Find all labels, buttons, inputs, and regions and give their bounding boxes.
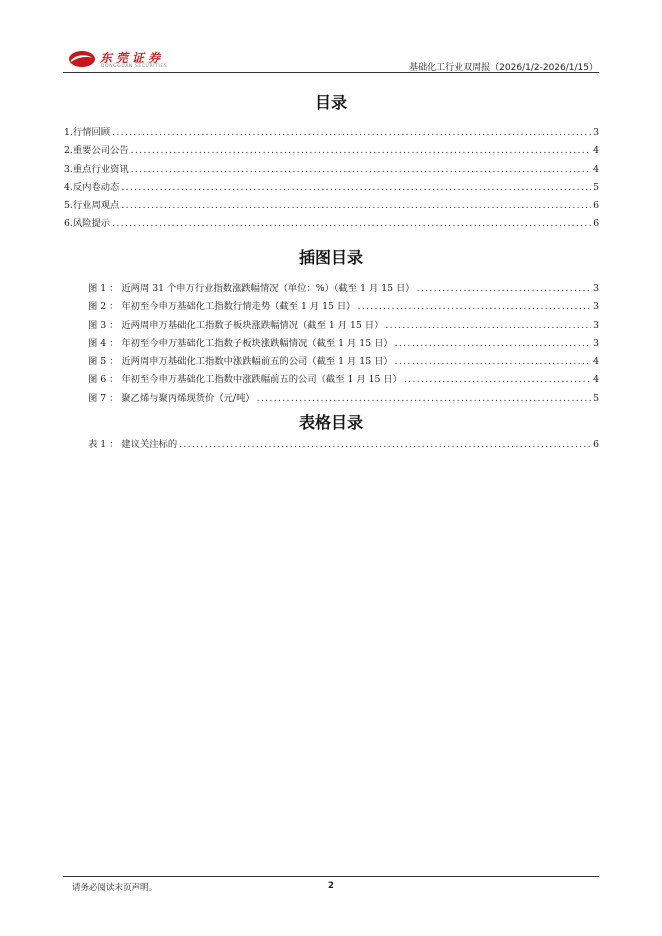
entry-label: 图 7 ： 聚乙烯与聚丙烯现货价（元/吨） [88, 392, 255, 404]
entry-page-number: 4 [593, 145, 599, 157]
entry-label: 图 2 ： 年初至今申万基础化工指数行情走势（截至 1 月 15 日） [88, 301, 356, 313]
entry-label: 2.重要公司公告 [64, 145, 129, 157]
table-entry[interactable] [88, 436, 599, 454]
dot-leader [404, 374, 591, 385]
logo-name: 东莞证券 [100, 51, 165, 65]
entry-page-number: 3 [593, 337, 599, 349]
figures-list [88, 280, 599, 408]
entry-page-number: 4 [593, 163, 599, 175]
footer-divider [63, 876, 599, 877]
entry-label: 6.风险提示 [64, 218, 111, 230]
dot-leader [112, 218, 591, 229]
dot-leader [179, 439, 591, 450]
toc-entry[interactable] [64, 215, 599, 233]
tables-title: 表格目录 [298, 413, 363, 432]
toc-entry[interactable] [64, 142, 599, 160]
dot-leader [112, 127, 591, 138]
entry-label: 图 3 ： 近两周申万基础化工指数子板块涨跌幅情况（截至 1 月 15 日） [88, 319, 384, 331]
dot-leader [395, 356, 591, 367]
entry-page-number: 5 [593, 392, 599, 404]
entry-page-number: 6 [593, 200, 599, 212]
entry-page-number: 6 [593, 439, 599, 450]
toc-list [64, 124, 599, 234]
toc-entry[interactable] [64, 124, 599, 142]
entry-label: 1.行情回顾 [64, 127, 111, 138]
entry-page-number: 5 [593, 181, 599, 193]
toc-entry[interactable] [64, 161, 599, 179]
figure-entry[interactable] [88, 371, 599, 389]
dot-leader [385, 320, 591, 331]
entry-page-number: 6 [593, 218, 599, 230]
dot-leader [395, 338, 591, 349]
dot-leader [131, 145, 591, 156]
dot-leader [121, 182, 591, 193]
figures-title: 插图目录 [298, 248, 363, 267]
entry-label: 图 6 ： 年初至今申万基础化工指数中涨跌幅前五的公司（截至 1 月 15 日） [88, 374, 402, 386]
figure-entry[interactable] [88, 353, 599, 371]
figure-entry[interactable] [88, 335, 599, 353]
dot-leader [417, 283, 591, 294]
toc-entry[interactable] [64, 179, 599, 197]
dot-leader [257, 393, 591, 404]
entry-page-number: 3 [593, 319, 599, 331]
entry-label: 表 1 ： 建议关注标的 [88, 439, 178, 450]
dot-leader [357, 301, 591, 312]
header-divider [63, 72, 599, 73]
tables-list [88, 436, 599, 454]
company-logo [68, 47, 198, 73]
toc-title: 目录 [314, 93, 347, 112]
entry-label: 图 1 ： 近两周 31 个申万行业指数涨跌幅情况（单位：%）（截至 1 月 15 日） [88, 283, 415, 294]
entry-page-number: 4 [593, 356, 599, 368]
entry-label: 5.行业周观点 [64, 200, 120, 212]
figure-entry[interactable] [88, 390, 599, 408]
entry-label: 4.反内卷动态 [64, 181, 120, 193]
entry-page-number: 3 [593, 127, 599, 138]
figure-entry[interactable] [88, 317, 599, 335]
entry-label: 图 5 ： 近两周申万基础化工指数中涨跌幅前五的公司（截至 1 月 15 日） [88, 356, 393, 368]
entry-label: 图 4 ： 年初至今申万基础化工指数子板块涨跌幅情况（截至 1 月 15 日） [88, 337, 393, 349]
figure-entry[interactable] [88, 298, 599, 316]
entry-label: 3.重点行业资讯 [64, 163, 129, 175]
entry-page-number: 3 [593, 301, 599, 313]
dot-leader [121, 200, 591, 211]
entry-page-number: 3 [593, 283, 599, 294]
logo-mark-icon [68, 50, 96, 68]
figure-entry[interactable] [88, 280, 599, 298]
entry-page-number: 4 [593, 374, 599, 386]
toc-entry[interactable] [64, 197, 599, 215]
logo-subtitle: DONGGUAN SECURITIES [101, 64, 168, 69]
dot-leader [131, 164, 591, 175]
report-title: 基础化工行业双周报（2026/1/2-2026/1/15） [409, 63, 598, 73]
page-number: 2 [328, 881, 334, 891]
footer-disclaimer: 请务必阅读末页声明。 [72, 883, 158, 893]
